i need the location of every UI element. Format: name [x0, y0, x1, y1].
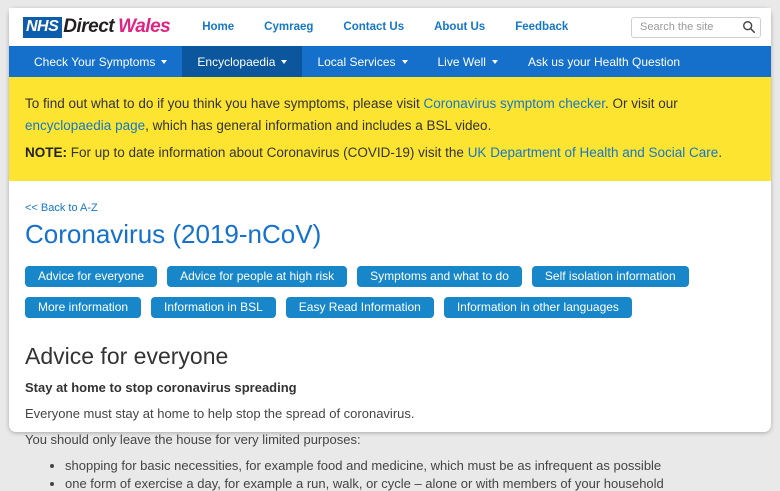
header-nav: [202, 21, 568, 33]
alert-text: For up to date information about Coronavirus (COVID-19) visit the: [67, 145, 468, 160]
nav-label: Encyclopaedia: [197, 54, 276, 69]
limited-purposes-list: [25, 458, 755, 491]
nav-ask-health-question[interactable]: [513, 46, 695, 77]
section-title: Advice for everyone: [25, 343, 229, 369]
other-languages-button[interactable]: Information in other languages: [444, 297, 632, 318]
header-link-about-us[interactable]: About Us: [434, 21, 486, 33]
nav-live-well[interactable]: [423, 46, 513, 77]
information-in-bsl-button[interactable]: Information in BSL: [151, 297, 276, 318]
self-isolation-button[interactable]: Self isolation information: [532, 266, 689, 287]
alert-note-text: [25, 142, 755, 164]
alert-text: .: [718, 145, 723, 160]
easy-read-button[interactable]: Easy Read Information: [286, 297, 434, 318]
section-button-row: [25, 266, 755, 318]
nav-local-services[interactable]: [302, 46, 422, 77]
header-link-cymraeg[interactable]: Cymraeg: [264, 21, 314, 33]
symptom-checker-link[interactable]: Coronavirus symptom checker: [423, 96, 606, 111]
advice-high-risk-button[interactable]: Advice for people at high risk: [167, 266, 347, 287]
chevron-down-icon: [492, 60, 498, 64]
dhsc-link[interactable]: UK Department of Health and Social Care: [467, 145, 719, 160]
nhs-logo: NHS: [23, 17, 62, 38]
symptoms-what-to-do-button[interactable]: Symptoms and what to do: [357, 266, 522, 287]
chevron-down-icon: [161, 60, 167, 64]
brand-wales: Wales: [118, 16, 171, 37]
nav-label: Local Services: [317, 54, 396, 69]
site-search: [631, 17, 761, 38]
brand-direct: Direct: [63, 16, 115, 37]
alert-banner: [9, 77, 771, 181]
main-content: [9, 181, 771, 491]
alert-symptoms-text: [25, 93, 755, 137]
alert-text: . Or visit our: [605, 96, 678, 111]
more-information-button[interactable]: More information: [25, 297, 141, 318]
header-link-contact-us[interactable]: Contact Us: [343, 21, 405, 33]
encyclopaedia-page-link[interactable]: encyclopaedia page: [25, 118, 146, 133]
header-link-home[interactable]: Home: [202, 21, 235, 33]
chevron-down-icon: [281, 60, 287, 64]
stay-at-home-subheading: Stay at home to stop coronavirus spreading: [25, 380, 297, 395]
note-label: NOTE:: [25, 145, 67, 160]
nav-check-your-symptoms[interactable]: [19, 46, 182, 77]
chevron-down-icon: [402, 60, 408, 64]
header-link-feedback[interactable]: Feedback: [515, 21, 569, 33]
main-nav: [9, 46, 771, 77]
nav-encyclopaedia[interactable]: [182, 46, 302, 77]
list-item: • one form of exercise a day, for example a run, walk, or cycle – alone or with members of your household: [65, 476, 755, 491]
back-to-a-z-link[interactable]: << Back to A-Z: [25, 202, 98, 214]
advice-for-everyone-button[interactable]: Advice for everyone: [25, 266, 157, 287]
top-header: [9, 8, 771, 46]
nav-label: Live Well: [437, 54, 486, 69]
alert-text: , which has general information and includes a BSL video.: [145, 118, 492, 133]
page-title: Coronavirus (2019-nCoV): [25, 219, 322, 249]
page-card: [9, 8, 771, 491]
nav-label: Check Your Symptoms: [34, 54, 156, 69]
site-logo[interactable]: [23, 16, 170, 38]
search-icon[interactable]: [742, 20, 756, 34]
list-item: • shopping for basic necessities, for example food and medicine, which must be as infrequent as possible: [65, 458, 755, 473]
paragraph-limited-purposes: You should only leave the house for very limited purposes:: [25, 432, 361, 447]
paragraph-stay-home: Everyone must stay at home to help stop the spread of coronavirus.: [25, 406, 415, 421]
alert-text: To find out what to do if you think you have symptoms, please visit: [25, 96, 424, 111]
nav-label: Ask us your Health Question: [527, 54, 681, 69]
